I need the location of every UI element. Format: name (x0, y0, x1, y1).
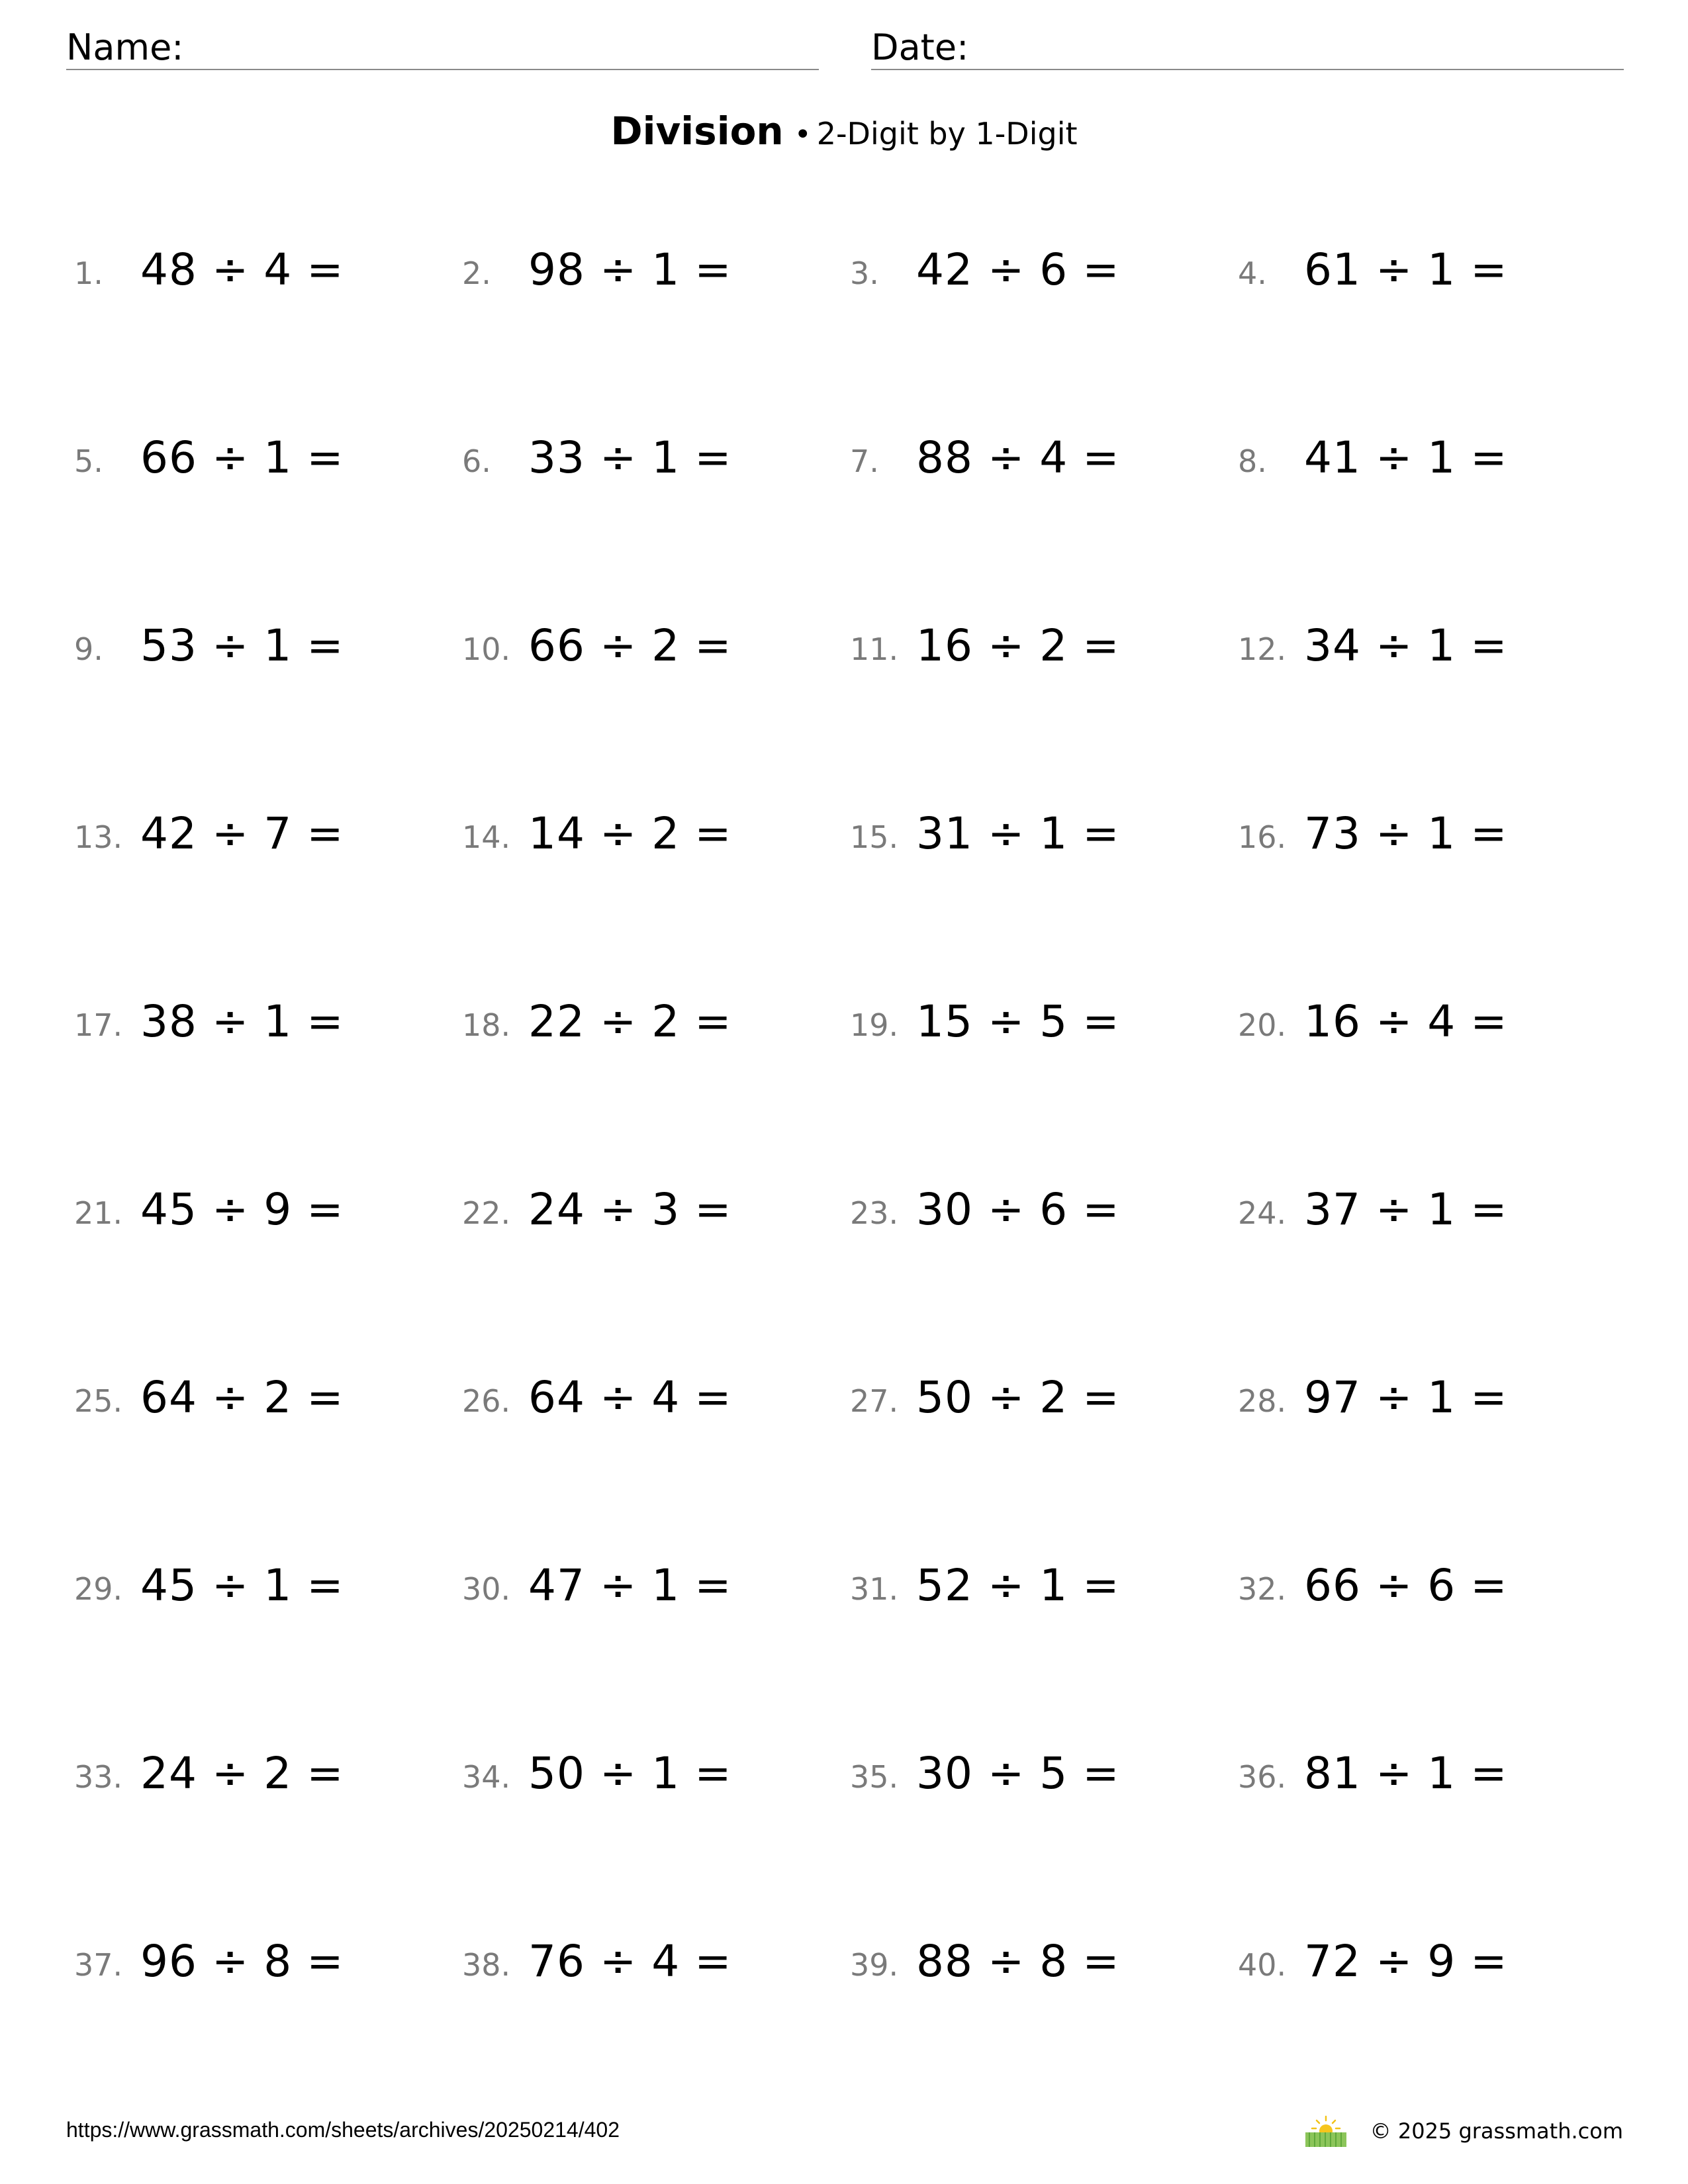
problem-expression: 15 ÷ 5 = (916, 996, 1120, 1047)
problem-expression: 61 ÷ 1 = (1304, 244, 1508, 295)
problem-item (462, 621, 846, 687)
problem-item (74, 1936, 458, 2003)
problem-number: 35. (850, 1759, 899, 1795)
problem-item (74, 997, 458, 1063)
problem-expression: 81 ÷ 1 = (1304, 1748, 1508, 1799)
problem-number: 24. (1238, 1195, 1287, 1231)
date-label: Date: (871, 26, 969, 68)
problem-number: 9. (74, 631, 103, 667)
problem-item (74, 1373, 458, 1439)
problem-expression: 64 ÷ 2 = (140, 1372, 344, 1423)
problem-item (850, 809, 1234, 875)
problem-item (462, 1373, 846, 1439)
problem-number: 22. (462, 1195, 511, 1231)
problem-expression: 66 ÷ 2 = (528, 620, 732, 671)
problem-item (1238, 1561, 1622, 1627)
problem-number: 23. (850, 1195, 899, 1231)
problem-expression: 14 ÷ 2 = (528, 808, 732, 859)
problem-expression: 64 ÷ 4 = (528, 1372, 732, 1423)
footer-url: https://www.grassmath.com/sheets/archives/20250214/402 (66, 2118, 620, 2142)
problem-item (74, 245, 458, 311)
problem-item (74, 1185, 458, 1251)
problem-item (1238, 1936, 1622, 2003)
problem-number: 3. (850, 255, 879, 291)
problem-expression: 45 ÷ 9 = (140, 1184, 344, 1235)
problem-expression: 76 ÷ 4 = (528, 1936, 732, 1987)
problem-item (462, 1561, 846, 1627)
problem-expression: 50 ÷ 1 = (528, 1748, 732, 1799)
problem-item (850, 1749, 1234, 1815)
problem-item (462, 1936, 846, 2003)
problem-number: 34. (462, 1759, 511, 1795)
problem-expression: 38 ÷ 1 = (140, 996, 344, 1047)
problem-number: 19. (850, 1007, 899, 1043)
problem-item (1238, 809, 1622, 875)
problem-expression: 33 ÷ 1 = (528, 432, 732, 483)
problem-number: 33. (74, 1759, 123, 1795)
problem-item (850, 1185, 1234, 1251)
problem-expression: 66 ÷ 1 = (140, 432, 344, 483)
problem-number: 5. (74, 443, 103, 479)
problem-number: 36. (1238, 1759, 1287, 1795)
problem-item (1238, 245, 1622, 311)
problem-expression: 48 ÷ 4 = (140, 244, 344, 295)
problem-number: 21. (74, 1195, 123, 1231)
problem-expression: 53 ÷ 1 = (140, 620, 344, 671)
problem-expression: 41 ÷ 1 = (1304, 432, 1508, 483)
problem-expression: 24 ÷ 2 = (140, 1748, 344, 1799)
problem-item (74, 1749, 458, 1815)
problem-number: 8. (1238, 443, 1267, 479)
problem-number: 12. (1238, 631, 1287, 667)
problem-number: 28. (1238, 1383, 1287, 1419)
problem-item (462, 433, 846, 499)
problem-expression: 88 ÷ 8 = (916, 1936, 1120, 1987)
problem-item (1238, 1185, 1622, 1251)
problem-item (1238, 1373, 1622, 1439)
problem-expression: 72 ÷ 9 = (1304, 1936, 1508, 1987)
problem-number: 31. (850, 1571, 899, 1607)
problem-item (1238, 997, 1622, 1063)
problem-item (850, 245, 1234, 311)
problem-number: 13. (74, 819, 123, 855)
problem-expression: 22 ÷ 2 = (528, 996, 732, 1047)
problem-number: 37. (74, 1947, 123, 1983)
problem-expression: 42 ÷ 6 = (916, 244, 1120, 295)
problem-expression: 98 ÷ 1 = (528, 244, 732, 295)
title-subtitle: 2-Digit by 1-Digit (816, 116, 1078, 152)
problem-number: 10. (462, 631, 511, 667)
problem-item (74, 621, 458, 687)
title-separator: • (794, 118, 812, 152)
problem-item (1238, 1749, 1622, 1815)
problem-number: 11. (850, 631, 899, 667)
problem-number: 39. (850, 1947, 899, 1983)
problem-item (74, 809, 458, 875)
problem-expression: 24 ÷ 3 = (528, 1184, 732, 1235)
problem-item (850, 1561, 1234, 1627)
problem-number: 14. (462, 819, 511, 855)
problem-number: 6. (462, 443, 491, 479)
problem-expression: 30 ÷ 6 = (916, 1184, 1120, 1235)
problem-number: 18. (462, 1007, 511, 1043)
problem-number: 30. (462, 1571, 511, 1607)
problem-expression: 42 ÷ 7 = (140, 808, 344, 859)
problem-expression: 37 ÷ 1 = (1304, 1184, 1508, 1235)
problem-expression: 66 ÷ 6 = (1304, 1560, 1508, 1611)
problem-number: 32. (1238, 1571, 1287, 1607)
problem-expression: 88 ÷ 4 = (916, 432, 1120, 483)
problem-expression: 30 ÷ 5 = (916, 1748, 1120, 1799)
problem-number: 20. (1238, 1007, 1287, 1043)
sun-over-grass-icon (1303, 2115, 1349, 2148)
problem-expression: 16 ÷ 2 = (916, 620, 1120, 671)
problem-number: 7. (850, 443, 879, 479)
problem-item (850, 997, 1234, 1063)
problem-item (850, 1936, 1234, 2003)
problem-item (462, 809, 846, 875)
problem-number: 25. (74, 1383, 123, 1419)
problem-expression: 31 ÷ 1 = (916, 808, 1120, 859)
problem-item (850, 621, 1234, 687)
problem-expression: 45 ÷ 1 = (140, 1560, 344, 1611)
problem-item (850, 433, 1234, 499)
problem-expression: 50 ÷ 2 = (916, 1372, 1120, 1423)
problem-item (74, 433, 458, 499)
problem-number: 26. (462, 1383, 511, 1419)
problem-expression: 52 ÷ 1 = (916, 1560, 1120, 1611)
problem-item (462, 1185, 846, 1251)
problem-item (462, 997, 846, 1063)
problem-item (462, 1749, 846, 1815)
problem-number: 17. (74, 1007, 123, 1043)
problem-item (462, 245, 846, 311)
problem-number: 38. (462, 1947, 511, 1983)
problem-expression: 73 ÷ 1 = (1304, 808, 1508, 859)
title-main: Division (610, 109, 784, 154)
problem-item (1238, 621, 1622, 687)
problem-number: 1. (74, 255, 103, 291)
footer-brand (1303, 2111, 1623, 2151)
problem-expression: 34 ÷ 1 = (1304, 620, 1508, 671)
problem-number: 40. (1238, 1947, 1287, 1983)
problem-number: 27. (850, 1383, 899, 1419)
problem-number: 4. (1238, 255, 1267, 291)
problem-expression: 96 ÷ 8 = (140, 1936, 344, 1987)
problem-expression: 16 ÷ 4 = (1304, 996, 1508, 1047)
copyright-text: © 2025 grassmath.com (1370, 2118, 1623, 2144)
problem-number: 29. (74, 1571, 123, 1607)
problem-item (850, 1373, 1234, 1439)
problem-number: 2. (462, 255, 491, 291)
problem-item (74, 1561, 458, 1627)
problem-number: 15. (850, 819, 899, 855)
name-label: Name: (66, 26, 184, 68)
problem-item (1238, 433, 1622, 499)
problem-number: 16. (1238, 819, 1287, 855)
problem-expression: 47 ÷ 1 = (528, 1560, 732, 1611)
problem-expression: 97 ÷ 1 = (1304, 1372, 1508, 1423)
